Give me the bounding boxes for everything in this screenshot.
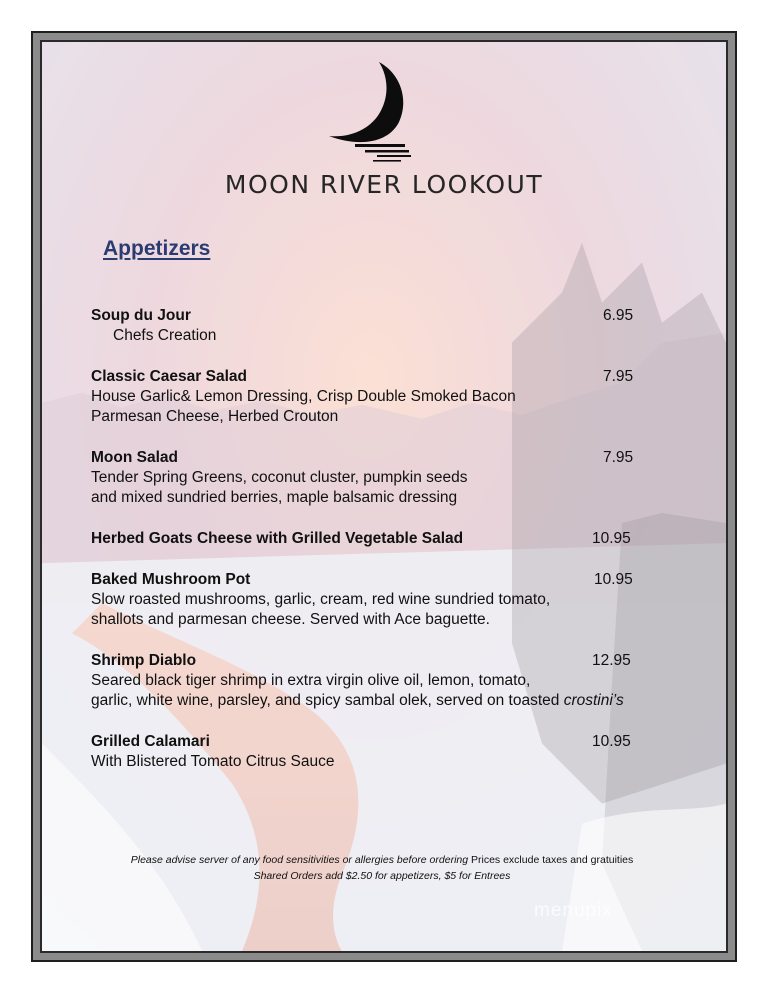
menu-frame-border (33, 33, 735, 960)
item-description: shallots and parmesan cheese. Served with Ace baguette. (91, 611, 490, 628)
item-name: Shrimp Diablo (91, 652, 197, 669)
item-name: Herbed Goats Cheese with Grilled Vegetable Salad (91, 530, 464, 547)
item-price: 10.95 (592, 530, 631, 547)
item-name: Soup du Jour (91, 307, 191, 324)
item-description-text: garlic, white wine, parsley, and spicy sambal olek, served on toasted (91, 692, 560, 709)
section-title: Appetizers (103, 237, 211, 260)
menu-item-classic-caesar-salad (91, 367, 661, 427)
menu-page (40, 40, 728, 953)
item-description: Tender Spring Greens, coconut cluster, pumpkin seeds (91, 469, 468, 486)
menu-item-baked-mushroom-pot (91, 570, 661, 630)
item-description: Seared black tiger shrimp in extra virgin olive oil, lemon, tomato, (91, 672, 531, 689)
item-description-emphasis: crostini’s (563, 692, 624, 709)
menu-item-soup-du-jour (91, 306, 661, 346)
item-description: Chefs Creation (113, 327, 217, 344)
item-description: With Blistered Tomato Citrus Sauce (91, 753, 335, 770)
item-name: Baked Mushroom Pot (91, 571, 251, 588)
item-price: 12.95 (592, 652, 631, 669)
menu-item-moon-salad (91, 448, 661, 508)
item-price: 7.95 (603, 449, 634, 466)
item-price: 6.95 (603, 307, 634, 324)
menu-footer (102, 852, 662, 884)
allergy-note-italic: Please advise server of any food sensitivities or allergies before ordering (130, 854, 469, 866)
crescent-moon-reflection-icon (325, 56, 417, 168)
watermark: menupix (534, 900, 613, 921)
item-price: 7.95 (603, 368, 634, 385)
item-name: Classic Caesar Salad (91, 368, 247, 385)
menu-item-grilled-calamari (91, 732, 661, 772)
item-description: and mixed sundried berries, maple balsamic dressing (91, 489, 458, 506)
shared-orders-note: Shared Orders add $2.50 for appetizers, $5 for Entrees (253, 870, 511, 882)
item-description: Parmesan Cheese, Herbed Crouton (91, 408, 339, 425)
item-price: 10.95 (594, 571, 633, 588)
menu-frame-outer (31, 31, 737, 962)
menu-item-herbed-goats-cheese (91, 529, 661, 549)
allergy-note (102, 852, 662, 868)
tax-note: Prices exclude taxes and gratuities (471, 854, 634, 866)
item-description: House Garlic& Lemon Dressing, Crisp Double Smoked Bacon (91, 388, 516, 405)
menu-item-shrimp-diablo (91, 651, 681, 711)
item-name: Moon Salad (91, 449, 178, 466)
item-price: 10.95 (592, 733, 631, 750)
restaurant-name: MOON RIVER LOOKOUT (224, 170, 544, 199)
item-name: Grilled Calamari (91, 733, 210, 750)
item-description: Slow roasted mushrooms, garlic, cream, red wine sundried tomato, (91, 591, 551, 608)
item-description (91, 691, 681, 711)
